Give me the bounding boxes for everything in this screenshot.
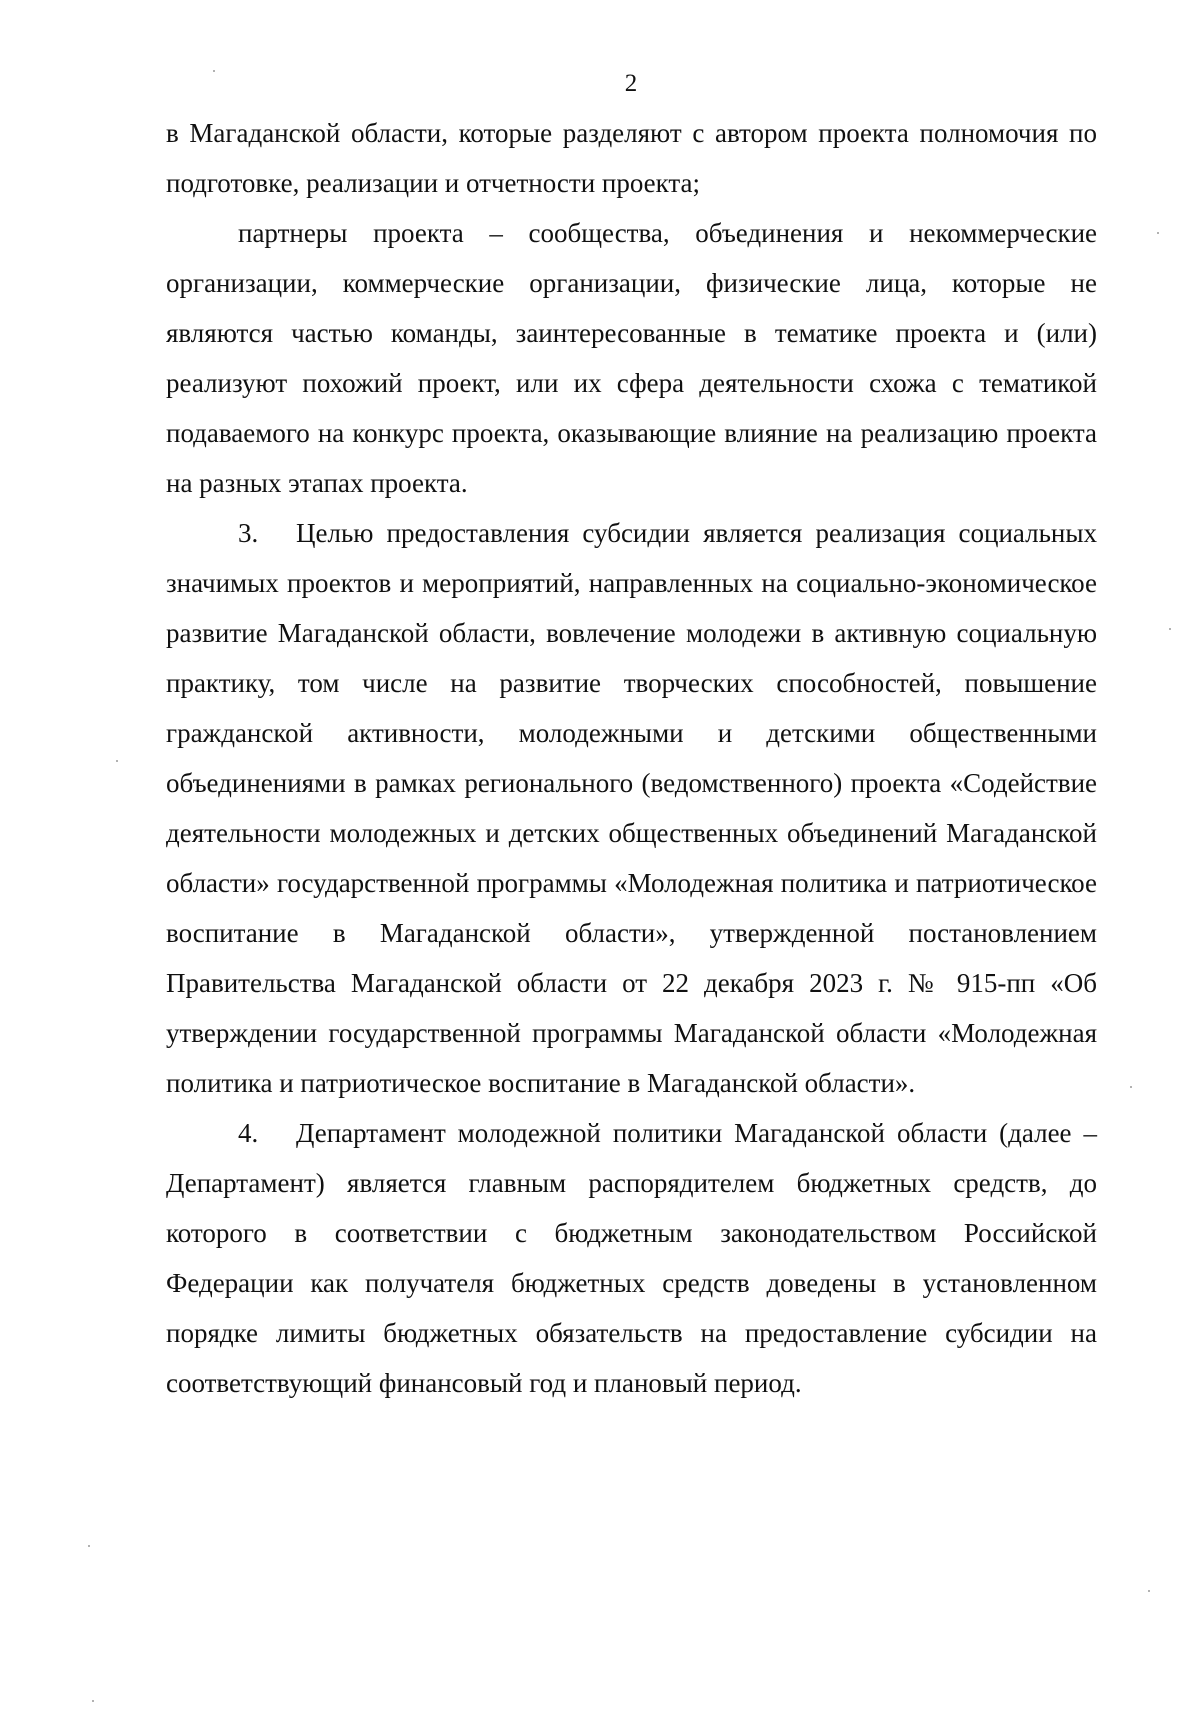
scan-speck xyxy=(1157,232,1159,234)
page-number: 2 xyxy=(624,70,638,97)
scan-speck xyxy=(116,760,118,762)
scan-speck xyxy=(1148,1590,1150,1592)
document-body xyxy=(166,108,1097,1408)
item-text: Целью предоставления субсидии является реализация социальных значимых проектов и мероприятий, направленных на социально-экономическое развитие Магаданской области, вовлечение молодежи в активную социальную практику, том числе на развитие творческих способностей, повышение гражданской активности, молодежными и детскими общественными объединениями в рамках регионального (ведомственного) проекта «Содействие деятельности молодежных и детских общественных объединений Магаданской области» государственной программы «Молодежная политика и патриотическое воспитание в Магаданской области», утвержденной постановлением Правительства Магаданской области от 22 декабря 2023 г. № 915-пп «Об утверждении государственной программы Магаданской области «Молодежная политика и патриотическое воспитание в Магаданской области». xyxy=(166,518,1097,1098)
item-number: 4. xyxy=(238,1118,259,1148)
scan-speck xyxy=(1169,628,1171,630)
item-number: 3. xyxy=(238,518,259,548)
paragraph-continuation: в Магаданской области, которые разделяют с автором проекта полномочия по подготовке, реализации и отчетности проекта; xyxy=(166,118,1097,198)
scan-speck xyxy=(92,1700,94,1702)
scan-speck xyxy=(88,1545,90,1547)
item-text: Департамент молодежной политики Магаданской области (далее – Департамент) является главным распорядителем бюджетных средств, до которого в соответствии с бюджетным законодательством Российской Федерации как получателя бюджетных средств доведены в установленном порядке лимиты бюджетных обязательств на предоставление субсидии на соответствующий финансовый год и плановый период. xyxy=(166,1118,1097,1398)
scan-speck xyxy=(213,70,215,72)
scan-speck xyxy=(1130,1086,1132,1088)
paragraph-item-3 xyxy=(166,508,1097,1108)
paragraph-item-4 xyxy=(166,1108,1097,1408)
paragraph-project-partners: партнеры проекта – сообщества, объединения и некоммерческие организации, коммерческие организации, физические лица, которые не являются частью команды, заинтересованные в тематике проекта и (или) реализуют похожий проект, или их сфера деятельности схожа с тематикой подаваемого на конкурс проекта, оказывающие влияние на реализацию проекта на разных этапах проекта. xyxy=(166,218,1097,498)
